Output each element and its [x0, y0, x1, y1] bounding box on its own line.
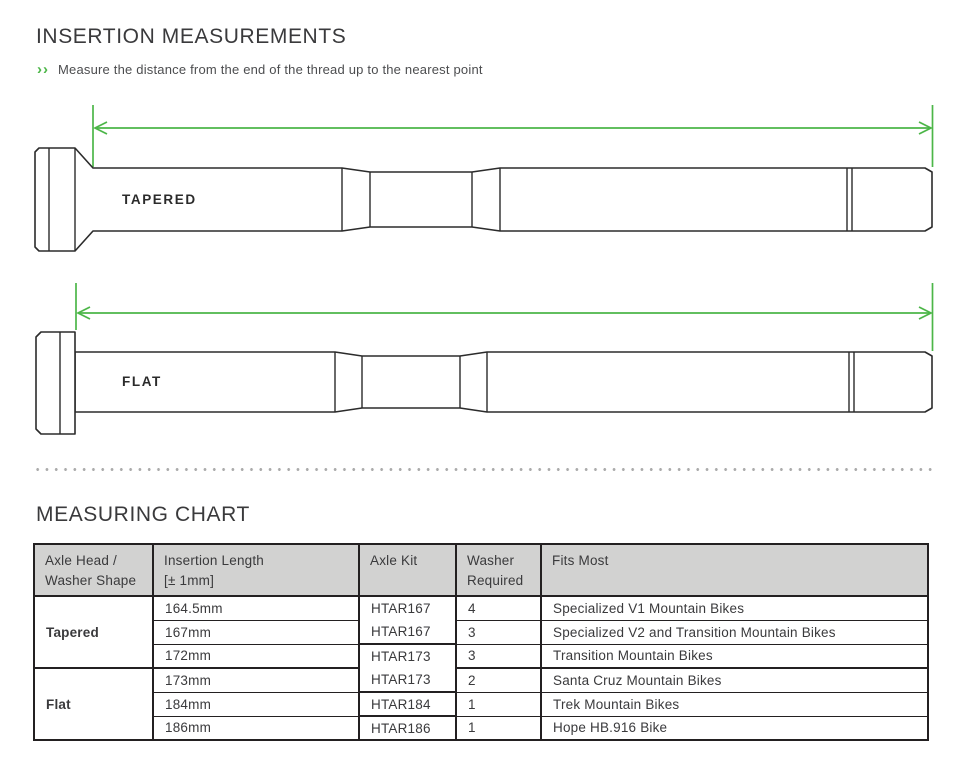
- table-row: [34, 644, 928, 668]
- cell-length: 172mm: [153, 644, 359, 668]
- cell-washer: 1: [456, 716, 541, 740]
- cell-kit: HTAR167: [359, 620, 456, 644]
- header-row: [34, 544, 928, 596]
- table-row: [34, 692, 928, 716]
- measuring-chart-table: [33, 543, 929, 741]
- cell-kit: HTAR184: [359, 692, 456, 716]
- col-header-washer-line2: Required: [467, 572, 524, 588]
- cell-kit: HTAR186: [359, 716, 456, 740]
- col-header-shape-line2: Washer Shape: [45, 572, 137, 588]
- tapered-axle: [35, 148, 932, 251]
- col-header-washer: [456, 544, 541, 596]
- cell-washer: 3: [456, 644, 541, 668]
- cell-washer: 3: [456, 620, 541, 644]
- flat-measure-arrow: [76, 283, 933, 351]
- page-title: INSERTION MEASUREMENTS: [36, 25, 347, 48]
- axle-diagrams: [0, 95, 970, 455]
- cell-fits: Specialized V1 Mountain Bikes: [541, 596, 928, 620]
- table-row: [34, 668, 928, 692]
- flat-label: FLAT: [122, 374, 162, 389]
- cell-kit: HTAR173: [359, 644, 456, 668]
- cell-kit: HTAR173: [359, 668, 456, 692]
- col-header-fits: Fits Most: [541, 544, 928, 596]
- cell-length: 164.5mm: [153, 596, 359, 620]
- cell-fits: Hope HB.916 Bike: [541, 716, 928, 740]
- group-cell-flat: Flat: [34, 668, 153, 740]
- group-cell-tapered: Tapered: [34, 596, 153, 668]
- dotted-divider: [33, 467, 936, 472]
- cell-washer: 4: [456, 596, 541, 620]
- table-row: [34, 596, 928, 620]
- cell-length: 184mm: [153, 692, 359, 716]
- cell-fits: Transition Mountain Bikes: [541, 644, 928, 668]
- cell-fits: Trek Mountain Bikes: [541, 692, 928, 716]
- col-header-kit: Axle Kit: [359, 544, 456, 596]
- col-header-shape-line1: Axle Head /: [45, 553, 117, 568]
- cell-washer: 1: [456, 692, 541, 716]
- flat-axle: [36, 332, 932, 434]
- col-header-length-line2: [± 1mm]: [164, 572, 215, 588]
- note-text: Measure the distance from the end of the thread up to the nearest point: [58, 62, 483, 77]
- cell-length: 173mm: [153, 668, 359, 692]
- cell-kit: HTAR167: [359, 596, 456, 620]
- cell-length: 186mm: [153, 716, 359, 740]
- table-row: [34, 620, 928, 644]
- cell-fits: Specialized V2 and Transition Mountain Bikes: [541, 620, 928, 644]
- cell-fits: Santa Cruz Mountain Bikes: [541, 668, 928, 692]
- table-row: [34, 716, 928, 740]
- tapered-label: TAPERED: [122, 192, 197, 207]
- tapered-measure-arrow: [93, 105, 933, 167]
- double-chevron-icon: ››: [37, 61, 49, 78]
- col-header-washer-line1: Washer: [467, 553, 515, 568]
- cell-length: 167mm: [153, 620, 359, 644]
- col-header-shape: [34, 544, 153, 596]
- col-header-length: [153, 544, 359, 596]
- cell-washer: 2: [456, 668, 541, 692]
- chart-title: MEASURING CHART: [36, 503, 250, 526]
- col-header-length-line1: Insertion Length: [164, 553, 265, 568]
- note-row: [37, 62, 483, 77]
